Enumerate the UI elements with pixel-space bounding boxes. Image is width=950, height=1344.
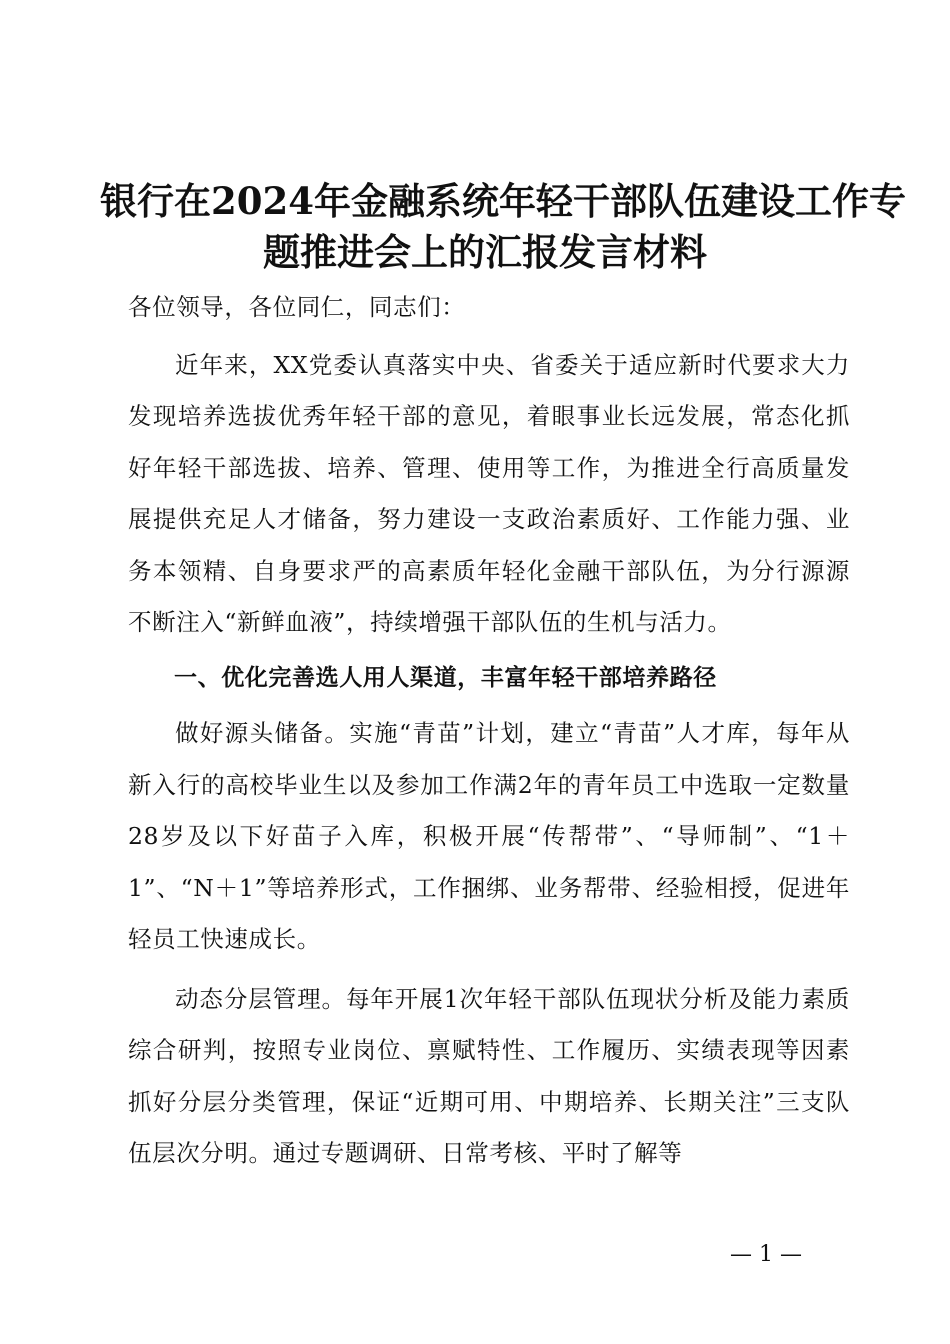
intro-paragraph: 近年来，XX党委认真落实中央、省委关于适应新时代要求大力发现培养选拔优秀年轻干部的意见，着眼事业长远发展，常态化抓好年轻干部选拔、培养、管理、使用等工作，为推进全行高质量发展提供充足人才储备，努力建设一支政治素质好、工作能力强、业务本领精、自身要求严的高素质年轻化金融干部队伍，为分行源源不断注入“新鲜血液”，持续增强干部队伍的生机与活力。 [128, 350, 850, 636]
page-number: — 1 — [730, 1242, 802, 1267]
document-title [100, 176, 906, 278]
greeting: 各位领导，各位同仁，同志们： [128, 293, 466, 321]
section-1-heading: 一、优化完善选人用人渠道，丰富年轻干部培养路径 [174, 664, 717, 691]
title-line-2: 题推进会上的汇报发言材料 [263, 230, 707, 274]
section-1-paragraph: 做好源头储备。实施“青苗”计划，建立“青苗”人才库，每年从新入行的高校毕业生以及参加工作满2年的青年员工中选取一定数量28岁及以下好苗子入库，积极开展“传帮带”、“导师制”、“1＋1”、“N＋1”等培养形式，工作捆绑、业务帮带、经验相授，促进年轻员工快速成长。 [128, 719, 850, 953]
document-body [128, 282, 850, 1180]
title-line-1: 银行在2024年金融系统年轻干部队伍建设工作专 [100, 179, 906, 223]
section-1-paragraph: 动态分层管理。每年开展1次年轻干部队伍现状分析及能力素质综合研判，按照专业岗位、禀赋特性、工作履历、实绩表现等因素抓好分层分类管理，保证“近期可用、中期培养、长期关注”三支队伍层次分明。通过专题调研、日常考核、平时了解等 [128, 984, 850, 1167]
